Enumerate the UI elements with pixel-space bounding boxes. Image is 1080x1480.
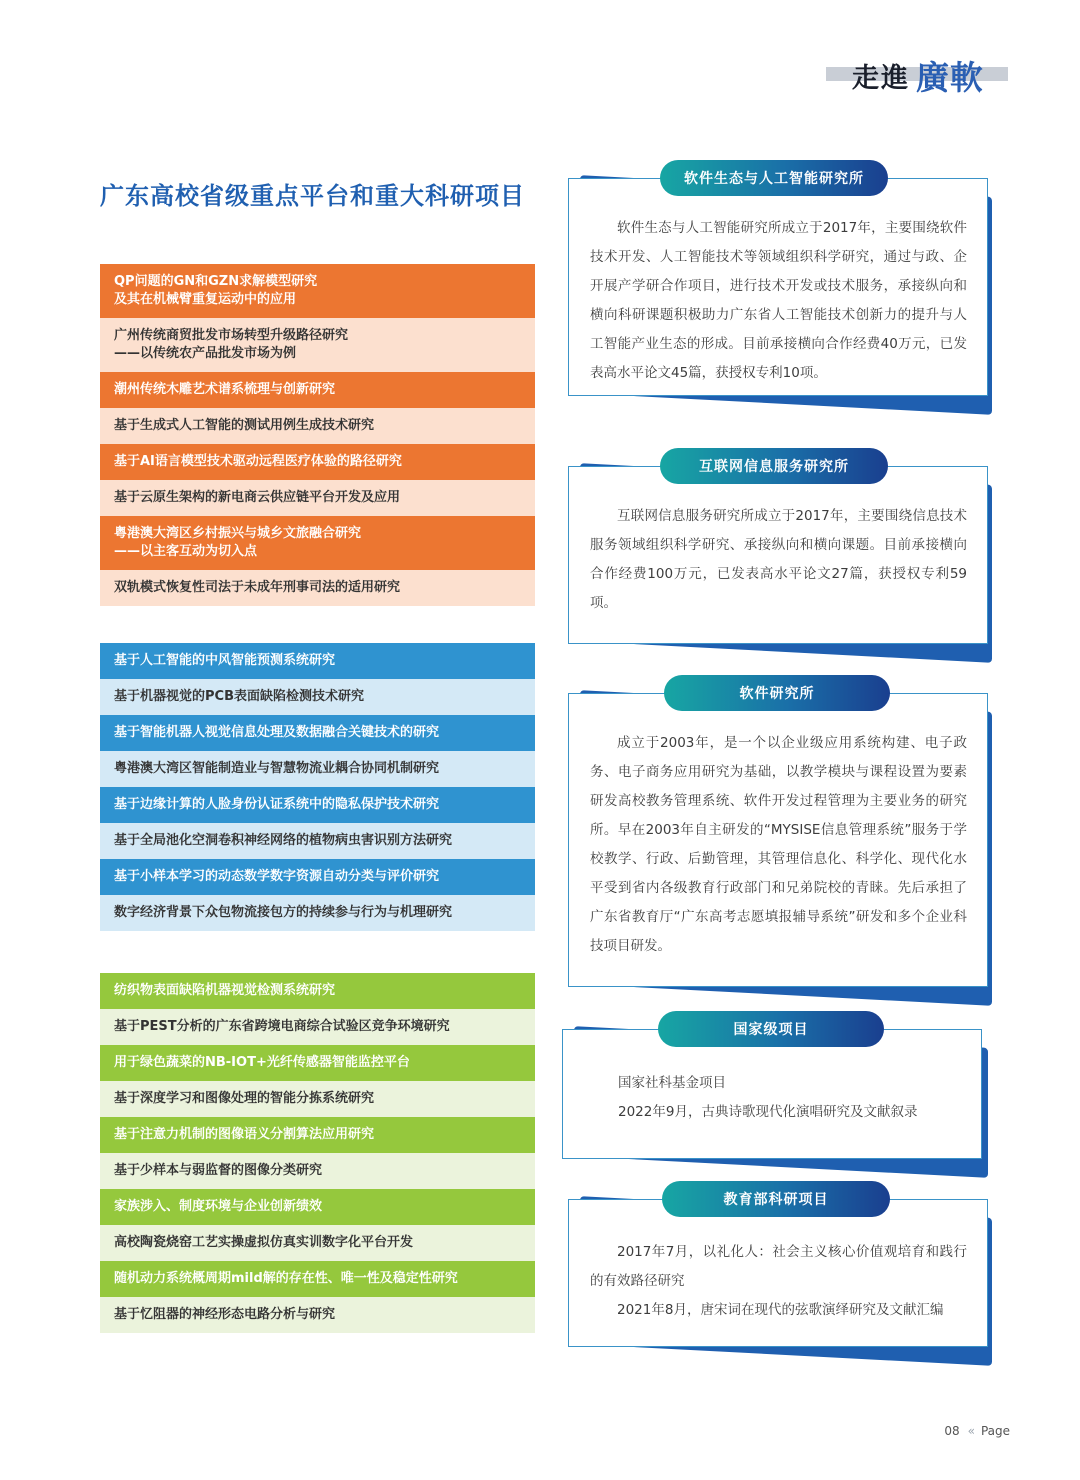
card-title: 互联网信息服务研究所 bbox=[660, 448, 888, 484]
page-title: 广东高校省级重点平台和重大科研项目 bbox=[100, 182, 525, 210]
project-title-line: 基于边缘计算的人脸身份认证系统中的隐私保护技术研究 bbox=[114, 797, 440, 812]
project-title-line: 家族涉入、制度环境与企业创新绩效 bbox=[114, 1199, 323, 1214]
card-paragraph: 软件生态与人工智能研究所成立于2017年，主要围绕软件技术开发、人工智能技术等领域组织科学研究，通过与政、企开展产学研合作项目，进行技术开发或技术服务，承接纵向和横向科研课题积极助力广东省人工智能技术创新力的提升与人工智能产业生态的形成。目前承接横向合作经费40万元，已发表高水平论文45篇，获授权专利10项。 bbox=[590, 220, 967, 381]
project-title-line: 基于PEST分析的广东省跨境电商综合试验区竞争环境研究 bbox=[114, 1019, 450, 1034]
project-row bbox=[100, 1189, 535, 1225]
card-title: 软件生态与人工智能研究所 bbox=[660, 160, 888, 196]
project-title-line: 用于绿色蔬菜的NB-IOT+光纤传感器智能监控平台 bbox=[114, 1055, 410, 1070]
project-list-orange bbox=[100, 264, 535, 606]
card-body bbox=[590, 502, 967, 618]
project-title-line: 广州传统商贸批发市场转型升级路径研究 bbox=[114, 328, 349, 343]
project-title-line: 基于深度学习和图像处理的智能分拣系统研究 bbox=[114, 1091, 375, 1106]
project-row bbox=[100, 1045, 535, 1081]
project-row bbox=[100, 516, 535, 570]
project-title-line: QP问题的GN和GZN求解模型研究 bbox=[114, 274, 318, 289]
card-paragraph: 2017年7月，以礼化人：社会主义核心价值观培育和践行的有效路径研究 bbox=[590, 1244, 967, 1289]
project-row bbox=[100, 318, 535, 372]
card-title: 教育部科研项目 bbox=[662, 1181, 890, 1217]
project-title-line: 基于云原生架构的新电商云供应链平台开发及应用 bbox=[114, 490, 401, 505]
card-paragraph: 互联网信息服务研究所成立于2017年，主要围绕信息技术服务领域组织科学研究、承接纵向和横向课题。目前承接横向合作经费100万元，已发表高水平论文27篇，获授权专利59项。 bbox=[590, 508, 967, 611]
logo-text-part2: 廣軟 bbox=[916, 58, 984, 97]
project-row bbox=[100, 859, 535, 895]
project-title-line: 基于少样本与弱监督的图像分类研究 bbox=[114, 1163, 323, 1178]
project-title-line: 基于注意力机制的图像语义分割算法应用研究 bbox=[114, 1127, 375, 1142]
double-chevron-left-icon: « bbox=[967, 1424, 973, 1438]
project-row bbox=[100, 1297, 535, 1333]
project-title-line: 粤港澳大湾区乡村振兴与城乡文旅融合研究 bbox=[114, 526, 362, 541]
project-title-line: 基于小样本学习的动态数学数字资源自动分类与评价研究 bbox=[114, 869, 440, 884]
card-body bbox=[590, 1238, 967, 1325]
project-list-green bbox=[100, 973, 535, 1333]
card-title: 软件研究所 bbox=[664, 675, 890, 711]
project-row bbox=[100, 643, 535, 679]
project-title-line: 数字经济背景下众包物流接包方的持续参与行为与机理研究 bbox=[114, 905, 453, 920]
project-title-line: 粤港澳大湾区智能制造业与智慧物流业耦合协同机制研究 bbox=[114, 761, 440, 776]
project-row bbox=[100, 372, 535, 408]
page-footer bbox=[944, 1424, 1010, 1438]
project-row bbox=[100, 895, 535, 931]
project-row bbox=[100, 1081, 535, 1117]
project-row bbox=[100, 480, 535, 516]
project-row bbox=[100, 1117, 535, 1153]
card-body bbox=[590, 214, 967, 388]
card-body bbox=[590, 729, 967, 961]
project-title-line: 及其在机械臂重复运动中的应用 bbox=[114, 292, 297, 307]
card-title: 国家级项目 bbox=[658, 1011, 884, 1047]
card-paragraph: 2021年8月，唐宋词在现代的弦歌演绎研究及文献汇编 bbox=[617, 1302, 944, 1318]
project-row bbox=[100, 1153, 535, 1189]
project-title-line: 基于机器视觉的PCB表面缺陷检测技术研究 bbox=[114, 689, 364, 704]
project-row bbox=[100, 973, 535, 1009]
project-title-line: 高校陶瓷烧窑工艺实操虚拟仿真实训数字化平台开发 bbox=[114, 1235, 414, 1250]
project-title-line: ——以传统农产品批发市场为例 bbox=[114, 346, 297, 361]
project-title-line: 基于人工智能的中风智能预测系统研究 bbox=[114, 653, 336, 668]
card-paragraph: 国家社科基金项目 bbox=[618, 1075, 726, 1091]
card-body bbox=[618, 1069, 968, 1127]
project-title-line: 随机动力系统概周期mild解的存在性、唯一性及稳定性研究 bbox=[114, 1271, 458, 1286]
logo-text-part1: 走進 bbox=[852, 63, 910, 94]
project-title-line: 基于忆阻器的神经形态电路分析与研究 bbox=[114, 1307, 336, 1322]
project-title-line: 潮州传统木雕艺术谱系梳理与创新研究 bbox=[114, 382, 336, 397]
project-title-line: ——以主客互动为切入点 bbox=[114, 544, 258, 559]
project-row bbox=[100, 408, 535, 444]
project-title-line: 基于AI语言模型技术驱动远程医疗体验的路径研究 bbox=[114, 454, 402, 469]
page-number: 08 bbox=[944, 1424, 960, 1438]
project-row bbox=[100, 787, 535, 823]
project-title-line: 双轨模式恢复性司法于未成年刑事司法的适用研究 bbox=[114, 580, 401, 595]
project-row bbox=[100, 1009, 535, 1045]
project-row bbox=[100, 264, 535, 318]
page-label: Page bbox=[980, 1424, 1010, 1438]
project-title-line: 基于生成式人工智能的测试用例生成技术研究 bbox=[114, 418, 375, 433]
card-paragraph: 2022年9月，古典诗歌现代化演唱研究及文献叙录 bbox=[618, 1104, 918, 1120]
card-paragraph: 成立于2003年，是一个以企业级应用系统构建、电子政务、电子商务应用研究为基础，以教学模块与课程设置为要素研发高校教务管理系统、软件开发过程管理为主要业务的研究所。早在2003年自主研发的“MYSISE信息管理系统”服务于学校教学、行政、后勤管理，其管理信息化、科学化、现代化水平受到省内各级教育行政部门和兄弟院校的青睐。先后承担了广东省教育厅“广东高考志愿填报辅导系统”研发和多个企业科技项目研发。 bbox=[590, 735, 967, 954]
project-title-line: 基于全局池化空洞卷积神经网络的植物病虫害识别方法研究 bbox=[114, 833, 453, 848]
project-row bbox=[100, 570, 535, 606]
project-row bbox=[100, 823, 535, 859]
project-row bbox=[100, 1225, 535, 1261]
project-row bbox=[100, 679, 535, 715]
project-title-line: 纺织物表面缺陷机器视觉检测系统研究 bbox=[114, 983, 336, 998]
project-list-blue bbox=[100, 643, 535, 931]
project-title-line: 基于智能机器人视觉信息处理及数据融合关键技术的研究 bbox=[114, 725, 440, 740]
project-row bbox=[100, 715, 535, 751]
project-row bbox=[100, 751, 535, 787]
project-row bbox=[100, 1261, 535, 1297]
magazine-logo bbox=[826, 52, 1010, 96]
project-row bbox=[100, 444, 535, 480]
